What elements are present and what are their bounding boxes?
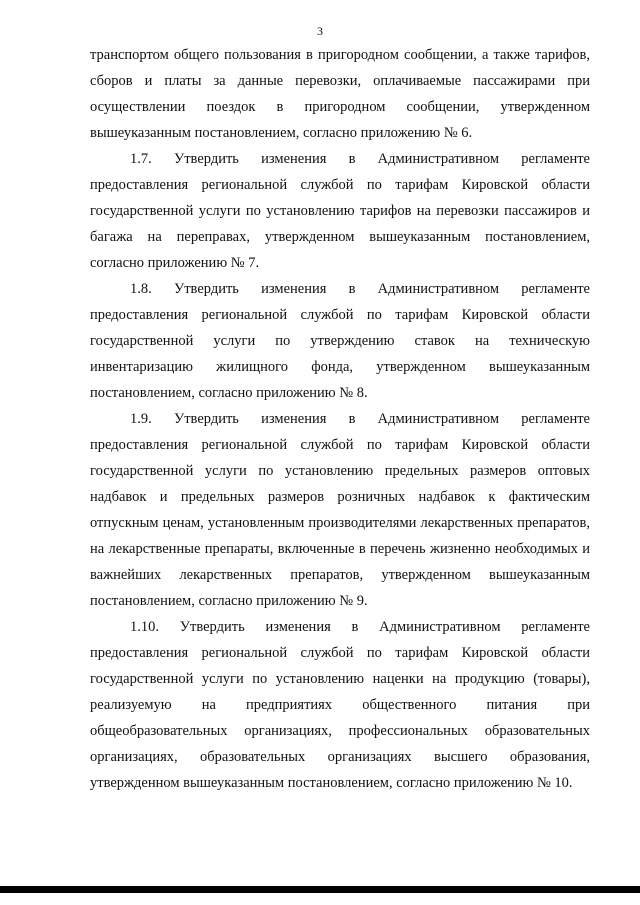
paragraph-1-8: 1.8. Утвердить изменения в Административном регламенте предоставления региональной службой по тарифам Кировской области государственной услуги по утверждению ставок на техническую инвентаризацию жилищного фонда, утвержденном вышеуказанным постановлением, согласно приложению № 8.	[90, 281, 590, 401]
paragraph-continuation: транспортом общего пользования в пригородном сообщении, а также тарифов, сборов и платы за данные перевозки, оплачиваемые пассажирами при осуществлении поездок в пригородном сообщении, утвержденном вышеуказанным постановлением, согласно приложению № 6.	[90, 47, 590, 141]
page-number: 3	[317, 24, 323, 38]
paragraph-1-7: 1.7. Утвердить изменения в Административном регламенте предоставления региональной службой по тарифам Кировской области государственной услуги по установлению тарифов на перевозки пассажиров и багажа на переправах, утвержденном вышеуказанным постановлением, согласно приложению № 7.	[90, 151, 590, 271]
paragraph-1-9: 1.9. Утвердить изменения в Административном регламенте предоставления региональной службой по тарифам Кировской области государственной услуги по установлению предельных размеров оптовых надбавок и предельных размеров розничных надбавок к фактическим отпускным ценам, установленным производителями лекарственных препаратов, на лекарственные препараты, включенные в перечень жизненно необходимых и важнейших лекарственных препаратов, утвержденном вышеуказанным постановлением, согласно приложению № 9.	[90, 411, 590, 609]
document-body	[90, 42, 590, 796]
scan-edge-bar	[0, 886, 640, 893]
paragraph-1-10: 1.10. Утвердить изменения в Административном регламенте предоставления региональной службой по тарифам Кировской области государственной услуги по установлению наценки на продукцию (товары), реализуемую на предприятиях общественного питания при общеобразовательных организациях, профессиональных образовательных организациях, образовательных организациях высшего образования, утвержденном вышеуказанным постановлением, согласно приложению № 10.	[90, 619, 590, 791]
